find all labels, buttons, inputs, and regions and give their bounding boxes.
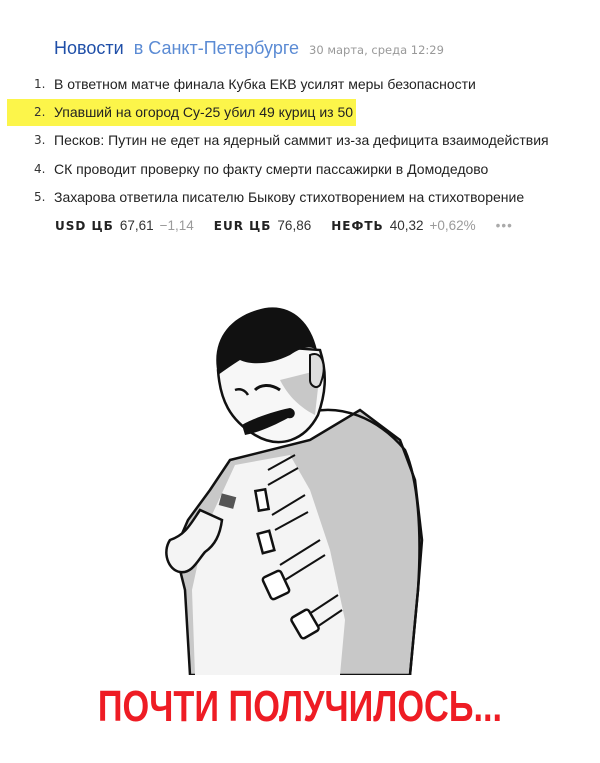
eur-label[interactable]: EUR ЦБ <box>213 219 272 233</box>
oil-label[interactable]: НЕФТЬ <box>331 219 384 233</box>
meme-caption: ПОЧТИ ПОЛУЧИЛОСЬ... <box>97 682 503 731</box>
oil-value: 40,32 <box>389 218 424 233</box>
news-headline[interactable]: Захарова ответила писателю Быкову стихотворением на стихотворение <box>54 189 525 205</box>
news-title-link[interactable]: Новости <box>54 38 124 58</box>
oil-delta: +0,62% <box>429 218 476 233</box>
news-item[interactable] <box>0 184 560 211</box>
city-link[interactable]: в Санкт-Петербурге <box>133 38 300 58</box>
usd-value: 67,61 <box>119 218 154 233</box>
man-figure-icon <box>160 290 460 675</box>
news-item[interactable] <box>0 127 580 154</box>
item-number: 4. <box>34 162 46 176</box>
news-headline[interactable]: В ответном матче финала Кубка ЕКВ усилят меры безопасности <box>54 76 476 92</box>
item-number: 2. <box>34 105 46 119</box>
news-item[interactable] <box>0 71 520 98</box>
news-item[interactable] <box>0 156 520 183</box>
usd-label[interactable]: USD ЦБ <box>55 219 114 233</box>
news-header <box>54 38 444 59</box>
date-label: 30 марта, среда 12:29 <box>309 43 444 57</box>
eur-value: 76,86 <box>277 218 312 233</box>
news-item-highlighted[interactable] <box>7 99 356 126</box>
item-number: 5. <box>34 190 46 204</box>
meme-illustration <box>160 290 460 675</box>
item-number: 3. <box>34 133 46 147</box>
news-headline[interactable]: Упавший на огород Су-25 убил 49 куриц из 50 <box>54 104 354 120</box>
news-headline[interactable]: Песков: Путин не едет на ядерный саммит из-за дефицита взаимодействия <box>54 132 549 148</box>
more-icon[interactable]: ••• <box>495 218 513 233</box>
item-number: 1. <box>34 77 46 91</box>
usd-delta: −1,14 <box>159 218 194 233</box>
currency-ticker <box>55 218 513 233</box>
news-headline[interactable]: СК проводит проверку по факту смерти пассажирки в Домодедово <box>54 161 489 177</box>
